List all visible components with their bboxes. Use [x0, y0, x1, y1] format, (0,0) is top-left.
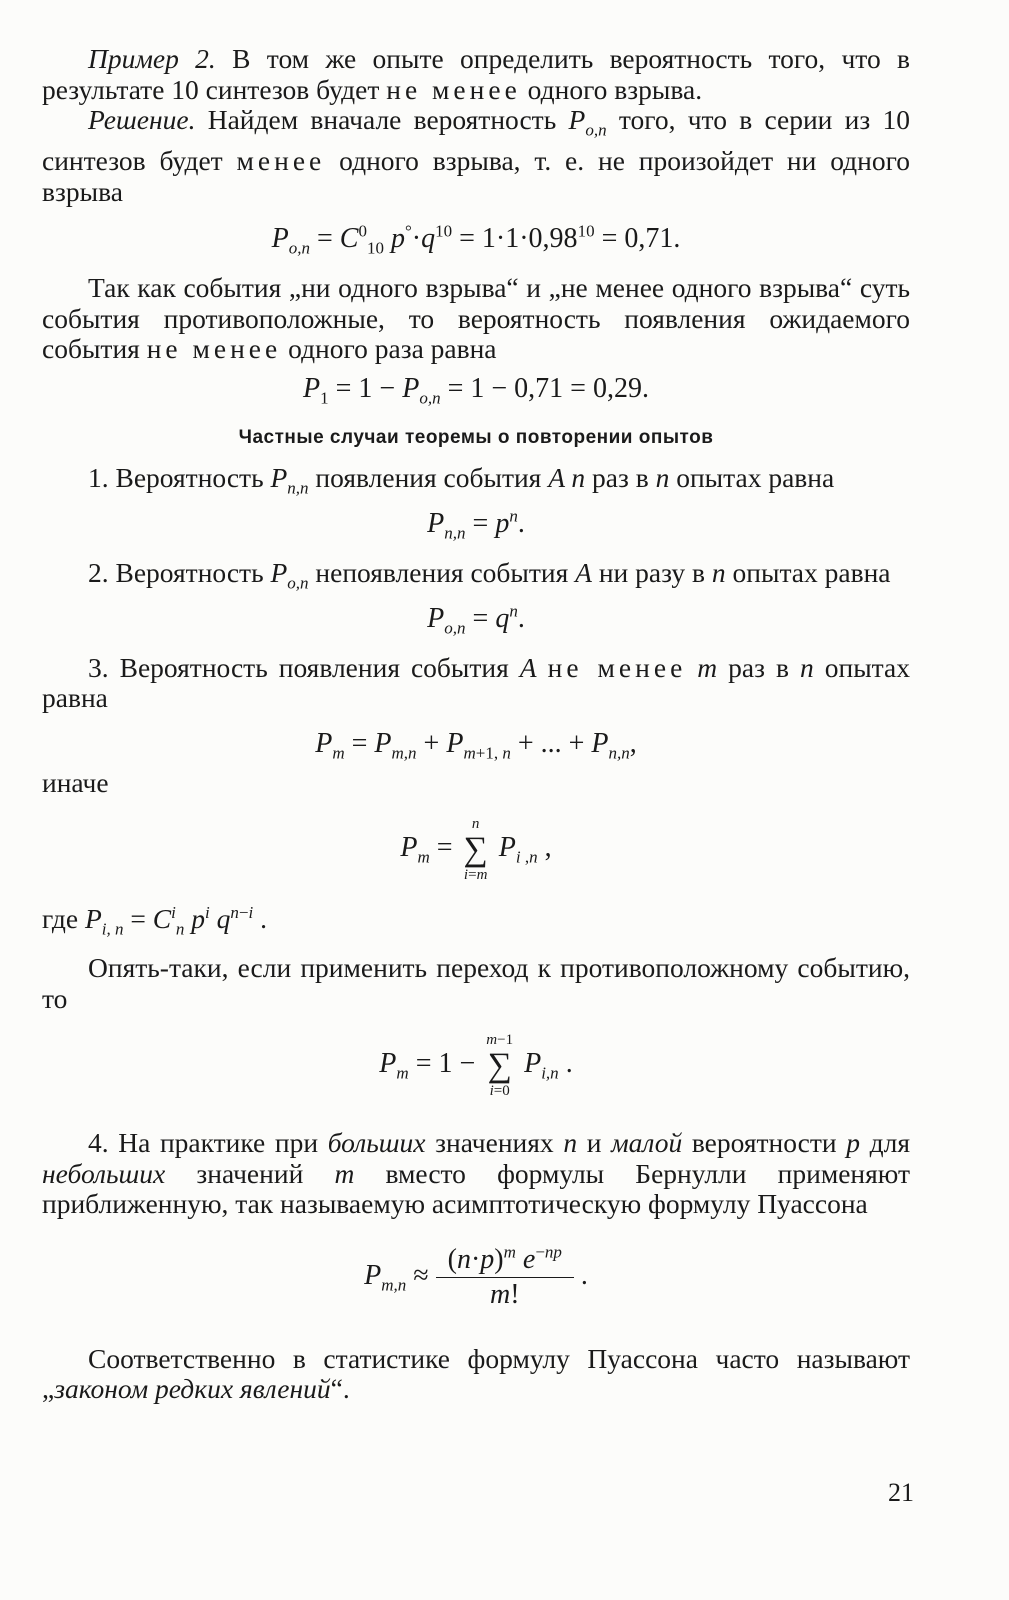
closing-text-b: “. [330, 1373, 350, 1405]
case2-text-a: 2. Вероятность [88, 556, 271, 588]
again-paragraph: Опять-таки, если применить переход к противоположному событию, то [42, 952, 910, 1014]
solution-text-a: Найдем вначале вероятность [195, 104, 569, 135]
formula-poisson: $P_{m,n}$ ≈ $\frac{(n\cdot p)^m e^{-np}}{m!}$ . [364, 1242, 588, 1310]
formula-p-on: $P_{o,n} = C^0_{10}$ $p^\circ\cdot q^{10} = 1\cdot 1\cdot 0,98^{10} = 0,71$. [271, 221, 681, 258]
case4-em2: малой [611, 1127, 683, 1159]
formula-p1: $P_1 = 1 - P_{o,n} = 1 - 0,71 = 0,29$. [303, 372, 649, 408]
case1-text-d: опытах равна [669, 461, 835, 493]
case4-text-g: вместо формулы Бернулли применяют приближенную, так называемую асимптотическую формулу Пуассона [42, 1157, 911, 1220]
case4-text-b: значениях [425, 1127, 564, 1159]
opposite-text-a: Так как события „ни одного взрыва“ и „не менее одного взрыва“ суть события противоположные, то вероятность появления ожидаемого события [42, 272, 910, 364]
section-heading: Частные случаи теоремы о повторении опытов [238, 426, 714, 448]
closing-paragraph [42, 1344, 910, 1405]
otherwise-text: иначе [42, 766, 109, 798]
where-text: где [42, 903, 85, 935]
case3-text-b: раз в [717, 651, 800, 683]
sigma-symbol: n ∑ i=m [463, 815, 488, 883]
case3-text-a: 3. Вероятность появления события [88, 651, 520, 683]
solution-paragraph: Решение. Найдем вначале вероятность $P_{o,n}$ того, что в серии из 10 синтезов будет менее одного взрыва, т. е. не произойдет ни одного взрыва [42, 104, 911, 207]
case1-text-b: появления события [308, 461, 549, 493]
solution-text-b: того, что в серии из 10 синтезов будет [42, 104, 911, 176]
case4-text-e: для [860, 1127, 911, 1159]
solution-text-c: одного взрыва, т. е. не произойдет ни одного взрыва [42, 145, 910, 207]
page-content [42, 44, 910, 1405]
formula1-exp: 10 [577, 221, 595, 241]
case4-text-c: и [577, 1127, 612, 1159]
case1-text-a: 1. Вероятность [88, 461, 271, 493]
solution-emph: менее [236, 145, 326, 176]
case2-text-c: ни разу в [591, 556, 712, 588]
formula-pm-complement: $P_m = 1 - m-1$ ∑ i=0 $P_{i,n}$ . [379, 1031, 573, 1099]
case1-text-c: раз в [585, 461, 656, 493]
poisson-fraction: $\frac{(n\cdot p)^m e^{-np}}{m!}$ [436, 1243, 574, 1312]
case4-text-f: значений [165, 1157, 335, 1189]
case2-text-b: непоявления события [308, 556, 576, 588]
case1-paragraph: 1. Вероятность $P_{n,n}$ появления события A n раз в n опытах равна [88, 461, 835, 497]
case3-text-c: опытах равна [42, 651, 910, 713]
formula1-end: = 0,71. [594, 223, 681, 254]
formula-p-nn: $P_{n,n} = p^n$. [427, 506, 525, 543]
formula-pm-sigma: $P_m = n$ ∑ i=m $P_{i ,n}$ , [400, 815, 552, 883]
opposite-text-b: одного раза равна [281, 333, 497, 364]
case4-text-d: вероятности [682, 1127, 847, 1159]
case4-paragraph: 4. На практике при больших значениях n и малой вероятности p для небольших значений m вместо формулы Бернулли применяют приближенную, так называемую асимптотическую формулу Пуассона [42, 1127, 911, 1220]
case3-paragraph: 3. Вероятность появления события A не менее m раз в n опытах равна [42, 651, 910, 713]
case4-text-a: 4. На практике при [88, 1127, 328, 1159]
sigma-symbol-2: m−1 ∑ i=0 [486, 1031, 514, 1099]
example-paragraph [42, 44, 910, 105]
case4-em3: небольших [42, 1157, 166, 1189]
case2-paragraph: 2. Вероятность $P_{o,n}$ непоявления события A ни разу в n опытах равна [88, 556, 891, 592]
example-text-b: одного взрыва. [520, 73, 703, 105]
opposite-emph: не менее [146, 333, 282, 364]
example-emph: не менее [386, 73, 521, 105]
example-label: Пример 2. [88, 43, 216, 74]
case4-em1: больших [327, 1127, 426, 1159]
formula-pm-sum: $P_m = P_{m,n} + P_{m+1, n}$ + ... + $P_{n,n}$, [315, 727, 637, 763]
closing-em: законом редких явлений [54, 1373, 331, 1405]
case2-text-d: опытах равна [725, 556, 891, 588]
page-number: 21 [888, 1478, 914, 1507]
formula2-rhs: = 1 − 0,71 = 0,29. [440, 372, 649, 404]
solution-label: Решение. [88, 104, 196, 135]
opposite-paragraph [42, 273, 910, 365]
closing-text-a: Соответственно в статистике формулу Пуассона часто называют „ [42, 1342, 910, 1405]
formula-p-on-q: $P_{o,n} = q^n$. [427, 601, 525, 638]
where-paragraph: где $P_{i, n} = C^i_n$ $p^i$ $q^{n-i}$ . [42, 903, 267, 939]
formula1-rhs: = 1·1·0,98 [452, 223, 578, 254]
example-text-a: В том же опыте определить вероятность того, что в результате 10 синтезов будет [42, 43, 910, 105]
case3-emph: не менее [547, 651, 687, 683]
